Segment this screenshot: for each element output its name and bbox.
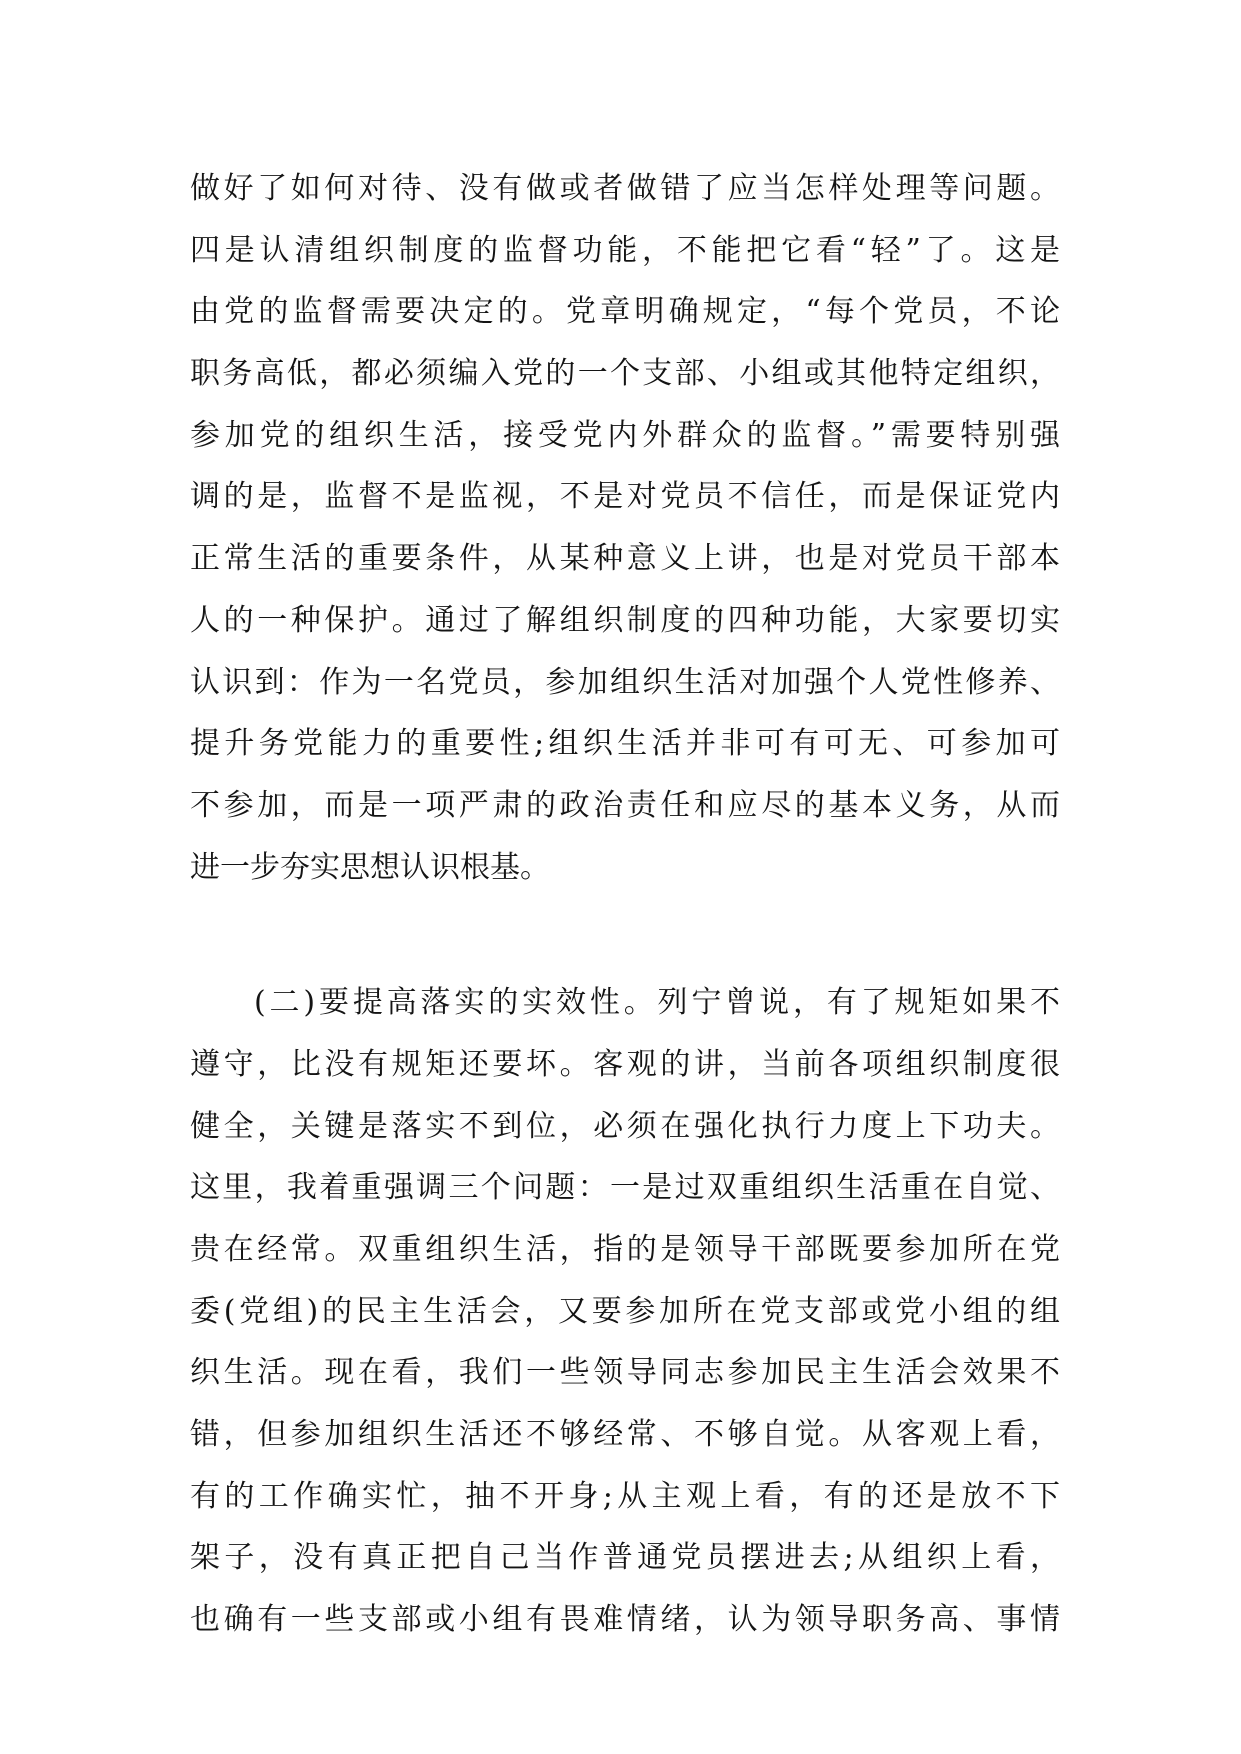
text-line: 贵在经常。双重组织生活，指的是领导干部既要参加所在党: [190, 1232, 1060, 1267]
text-line: 四是认清组织制度的监督功能，不能把它看“轻”了。这是: [190, 232, 1060, 268]
text-line: 遵守，比没有规矩还要坏。客观的讲，当前各项组织制度很: [190, 1046, 1060, 1082]
text-line: 错，但参加组织生活还不够经常、不够自觉。从客观上看，: [190, 1417, 1060, 1453]
text-line: 架子，没有真正把自己当作普通党员摆进去;从组织上看，: [190, 1540, 1060, 1576]
text-line: 做好了如何对待、没有做或者做错了应当怎样处理等问题。: [190, 171, 1060, 206]
text-line: 由党的监督需要决定的。党章明确规定，“每个党员，不论: [190, 294, 1060, 330]
text-line: 这里，我着重强调三个问题：一是过双重组织生活重在自觉、: [190, 1170, 1060, 1206]
text-line: 健全，关键是落实不到位，必须在强化执行力度上下功夫。: [190, 1108, 1060, 1144]
text-line: 参加党的组织生活，接受党内外群众的监督。”需要特别强: [190, 417, 1060, 453]
text-line: 有的工作确实忙，抽不开身;从主观上看，有的还是放不下: [190, 1478, 1060, 1514]
text-line: 正常生活的重要条件，从某种意义上讲，也是对党员干部本: [190, 541, 1060, 577]
paragraph-spacer: [190, 898, 1060, 972]
text-line: 委(党组)的民主生活会，又要参加所在党支部或党小组的组: [190, 1293, 1060, 1329]
paragraph-1: [190, 158, 1060, 898]
text-line: 职务高低，都必须编入党的一个支部、小组或其他特定组织，: [190, 356, 1060, 392]
text-line: 调的是，监督不是监视，不是对党员不信任，而是保证党内: [190, 479, 1060, 515]
text-line: (二)要提高落实的实效性。列宁曾说，有了规矩如果不: [254, 985, 1060, 1021]
text-line: 人的一种保护。通过了解组织制度的四种功能，大家要切实: [190, 602, 1060, 638]
text-line: 进一步夯实思想认识根基。: [190, 849, 550, 885]
text-line: 不参加，而是一项严肃的政治责任和应尽的基本义务，从而: [190, 787, 1060, 823]
paragraph-2: [190, 972, 1060, 1651]
text-line: 认识到：作为一名党员，参加组织生活对加强个人党性修养、: [190, 664, 1060, 700]
text-line: 织生活。现在看，我们一些领导同志参加民主生活会效果不: [190, 1355, 1060, 1391]
text-line: 也确有一些支部或小组有畏难情绪，认为领导职务高、事情: [190, 1602, 1060, 1638]
document-body: [190, 158, 1060, 1651]
text-line: 提升务党能力的重要性;组织生活并非可有可无、可参加可: [190, 726, 1060, 762]
